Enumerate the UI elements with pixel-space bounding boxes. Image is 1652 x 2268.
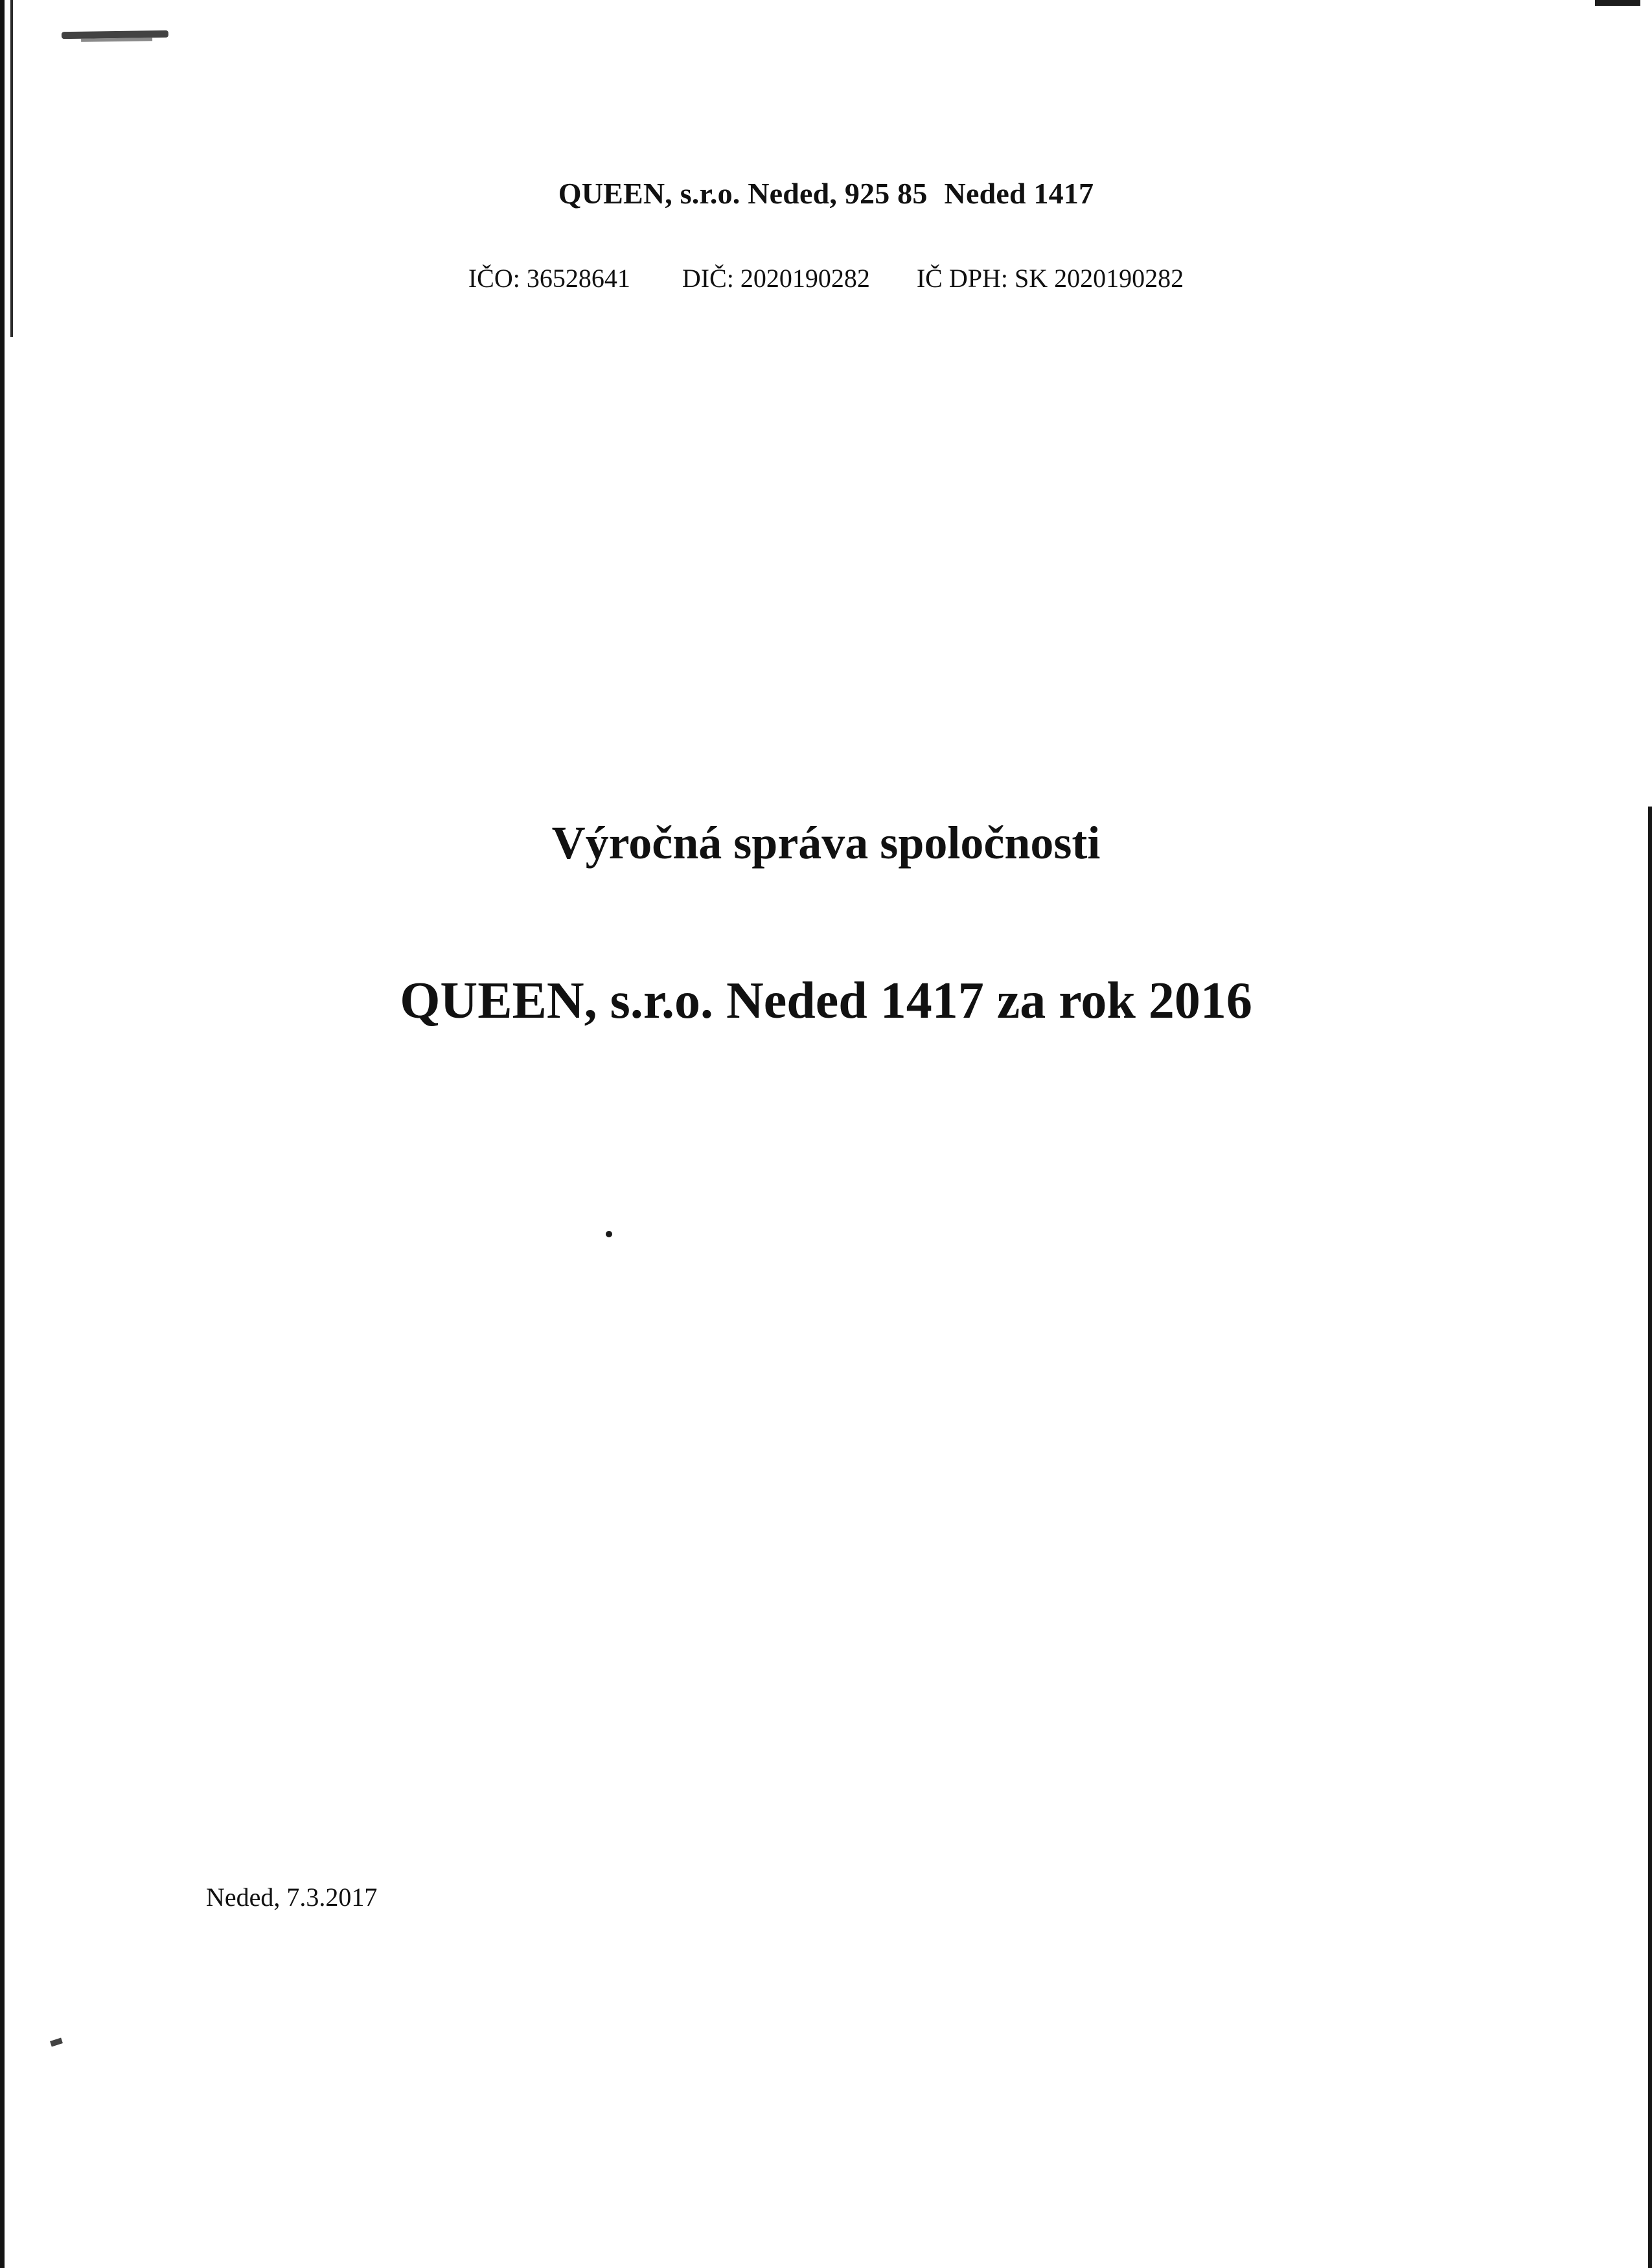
company-name-address: QUEEN, s.r.o. Neded, 925 85 [558,177,928,210]
company-header [0,176,1652,211]
place-and-date: Neded, 7.3.2017 [206,1883,378,1912]
page-title-line-1: Výročná správa spoločnosti [551,817,1101,869]
ic-dph-value: IČ DPH: SK 2020190282 [916,264,1184,293]
ico-value: IČO: 36528641 [468,264,630,293]
dic-value: DIČ: 2020190282 [682,264,870,293]
company-address-number: Neded 1417 [944,177,1094,210]
stray-ink-dot [606,1231,612,1237]
company-identifiers [0,263,1652,293]
page-title-line-2: QUEEN, s.r.o. Neded 1417 za rok 2016 [400,972,1252,1029]
